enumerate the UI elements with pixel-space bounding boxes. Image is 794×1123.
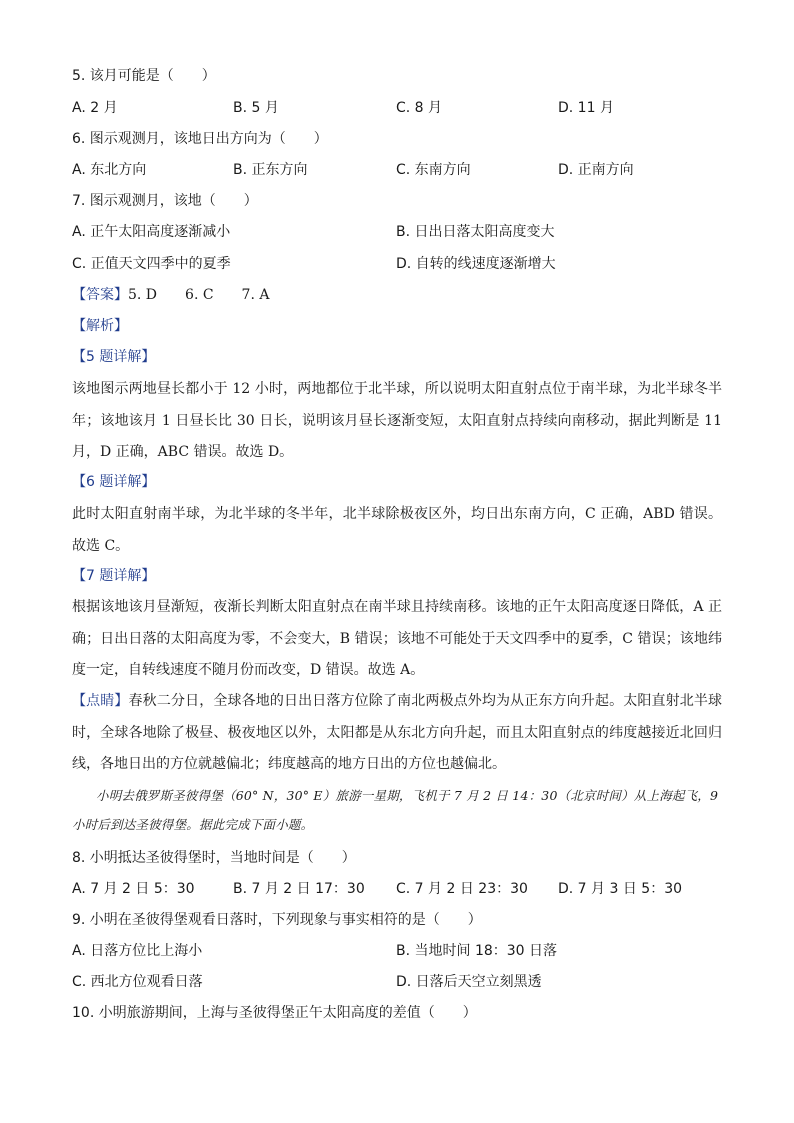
detail-6-tag: 【6 题详解】	[72, 474, 156, 490]
q5-stem: 5. 该月可能是（ ）	[72, 68, 216, 84]
detail-7-text: 根据该地该月昼渐短，夜渐长判断太阳直射点在南半球且持续南移。该地的正午太阳高度逐日降低，A 正确；日出日落的太阳高度为零，不会变大，B 错误；该地不可能处于天文四季中的夏季，C 错误；该地纬度一定，自转线速度不随月份而改变，D 错误。故选 A。	[72, 599, 722, 678]
tip-tag: 【点睛】	[72, 693, 129, 709]
q7-option-a: A. 正午太阳高度逐渐减小	[72, 224, 231, 240]
q8-option-b: B. 7 月 2 日 17：30	[233, 881, 365, 897]
q6-option-a: A. 东北方向	[72, 162, 147, 178]
q5-option-d: D. 11 月	[558, 100, 614, 116]
tip-paragraph	[72, 686, 722, 781]
detail-7-tag: 【7 题详解】	[72, 568, 156, 584]
q8-stem: 8. 小明抵达圣彼得堡时，当地时间是（ ）	[72, 850, 356, 866]
q8-option-c: C. 7 月 2 日 23：30	[396, 881, 528, 897]
analysis-tag: 【解析】	[72, 318, 128, 334]
q7-option-b: B. 日出日落太阳高度变大	[396, 224, 555, 240]
detail-6-text: 此时太阳直射南半球，为北半球的冬半年，北半球除极夜区外，均日出东南方向，C 正确，ABD 错误。故选 C。	[72, 506, 722, 554]
q9-option-c: C. 西北方位观看日落	[72, 974, 203, 990]
q6-stem: 6. 图示观测月，该地日出方向为（ ）	[72, 131, 328, 147]
q5-option-b: B. 5 月	[233, 100, 279, 116]
q9-option-a: A. 日落方位比上海小	[72, 943, 203, 959]
q7-option-c: C. 正值天文四季中的夏季	[72, 256, 231, 272]
q6-option-c: C. 东南方向	[396, 162, 471, 178]
q6-option-b: B. 正东方向	[233, 162, 308, 178]
q9-option-d: D. 日落后天空立刻黑透	[396, 974, 542, 990]
q9-option-b: B. 当地时间 18：30 日落	[396, 943, 558, 959]
q10-stem: 10. 小明旅游期间，上海与圣彼得堡正午太阳高度的差值（ ）	[72, 1005, 477, 1021]
answer-values: 5. D 6. C 7. A	[128, 287, 270, 303]
q8-option-a: A. 7 月 2 日 5：30	[72, 881, 195, 897]
q7-option-d: D. 自转的线速度逐渐增大	[396, 256, 556, 272]
material-intro: 小明去俄罗斯圣彼得堡（60° N，30° E）旅游一星期，飞机于 7 月 2 日 14：30（北京时间）从上海起飞，9 小时后到达圣彼得堡。据此完成下面小题。	[72, 788, 719, 832]
q6-option-d: D. 正南方向	[558, 162, 634, 178]
q7-stem: 7. 图示观测月，该地（ ）	[72, 193, 258, 209]
detail-5-text: 该地图示两地昼长都小于 12 小时，两地都位于北半球，所以说明太阳直射点位于南半球，为北半球冬半年；该地该月 1 日昼长比 30 日长，说明该月昼长逐渐变短，太阳直射点持续向南移动，据此判断是 11 月，D 正确，ABC 错误。故选 D。	[72, 381, 722, 460]
tip-text: 春秋二分日，全球各地的日出日落方位除了南北两极点外均为从正东方向升起。太阳直射北半球时，全球各地除了极昼、极夜地区以外，太阳都是从东北方向升起，而且太阳直射点的纬度越接近北回归线，各地日出的方位就越偏北；纬度越高的地方日出的方位也越偏北。	[72, 693, 723, 772]
answer-tag: 【答案】	[72, 287, 128, 303]
q5-option-a: A. 2 月	[72, 100, 118, 116]
q8-option-d: D. 7 月 3 日 5：30	[558, 881, 683, 897]
detail-5-tag: 【5 题详解】	[72, 349, 156, 365]
q5-option-c: C. 8 月	[396, 100, 443, 116]
answer-line	[72, 285, 269, 305]
q9-stem: 9. 小明在圣彼得堡观看日落时，下列现象与事实相符的是（ ）	[72, 912, 482, 928]
